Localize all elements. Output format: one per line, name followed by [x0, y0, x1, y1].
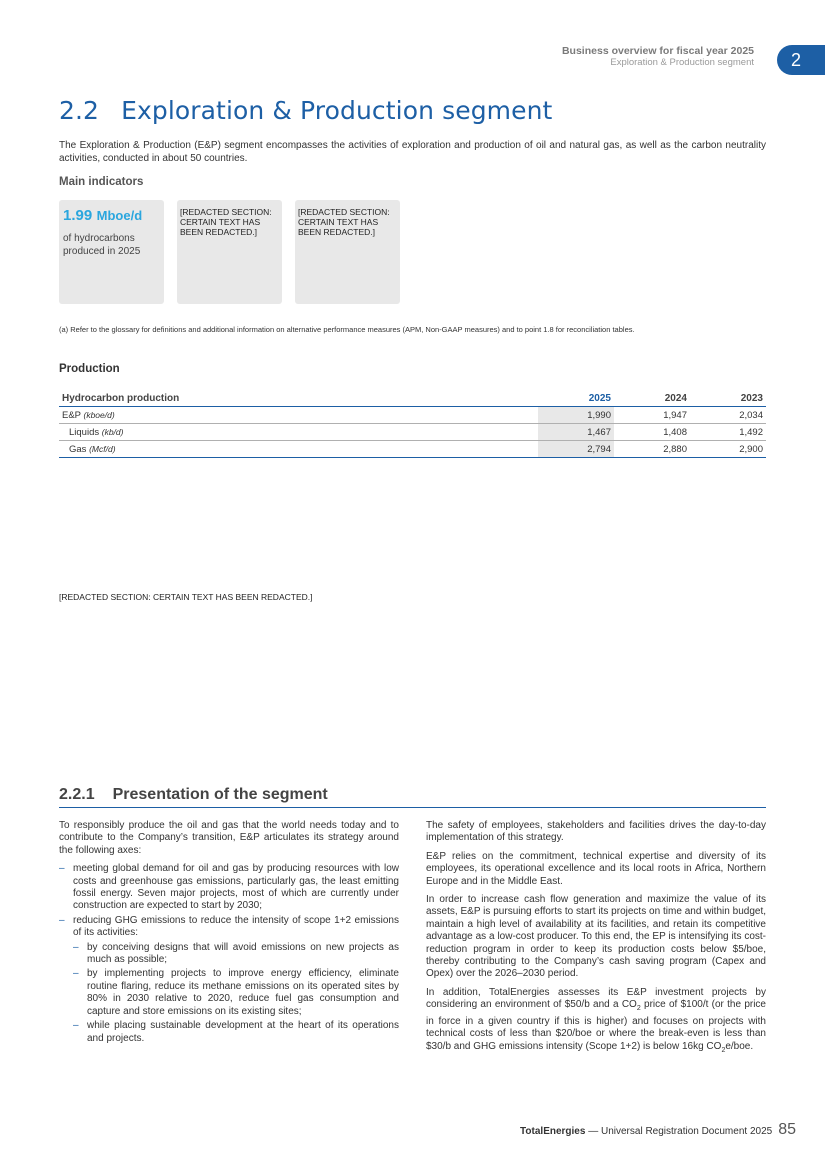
page-number: 85	[778, 1121, 796, 1138]
table-header-row	[59, 390, 766, 407]
footer-doc-title: — Universal Registration Document 2025	[585, 1126, 773, 1137]
cell-2025: 1,467	[538, 424, 614, 441]
left-paragraph: To responsibly produce the oil and gas that the world needs today and to contribute to the Company’s transition, E&P articulates its strategy around the following axes:	[59, 820, 399, 856]
section-title: Exploration & Production segment	[121, 96, 553, 125]
table-row	[59, 441, 766, 458]
indicators-heading: Main indicators	[59, 176, 144, 188]
production-heading: Production	[59, 363, 120, 375]
redacted-1-line-a: [REDACTED SECTION:	[180, 207, 272, 217]
strategy-list	[59, 863, 399, 1045]
row-label-text: Gas	[69, 443, 87, 455]
co2-subscript: 2	[636, 1005, 641, 1013]
cell-2023: 2,034	[690, 407, 766, 424]
footnote: (a) Refer to the glossary for definitions and additional information on alternative performance measures (APM, Non-GAAP measures) and to point 1.8 for reconciliation tables.	[59, 325, 635, 334]
cell-2024: 2,880	[614, 441, 690, 458]
co2-subscript: 2	[721, 1046, 726, 1054]
row-unit: (kboe/d)	[83, 409, 115, 420]
p4-part-a: In addition, TotalEnergies assesses its E&P investment projects by considering an environment of $50/b and a CO	[426, 986, 766, 1011]
row-unit: (Mcf/d)	[89, 443, 116, 454]
kpi-description	[63, 232, 140, 258]
cell-2025: 1,990	[538, 407, 614, 424]
section-intro: The Exploration & Production (E&P) segment encompasses the activities of exploration and production of oil and natural gas, as well as the carbon neutrality activities, conducted in about 50 countries.	[59, 140, 766, 164]
right-paragraph-3: In order to increase cash flow generation and maximize the value of its assets, E&P is pursuing efforts to start its projects on time and within budget, maintain a high level of availability at its facilities, and retain its competitive advantage as a low-cost producer. To this end, the EP is intensifying its cost-reduction program in order to keep its production costs below $5/boe, thereby contributing to the Company’s cash saving program (Capex and Opex) over the 2026–2030 period.	[426, 894, 766, 980]
section-number: 2.2	[59, 96, 100, 125]
redacted-section-mid: [REDACTED SECTION: CERTAIN TEXT HAS BEEN REDACTED.]	[59, 592, 313, 602]
redacted-text-1	[180, 207, 272, 237]
right-paragraph-4	[426, 987, 766, 1057]
table-header-2025: 2025	[538, 390, 614, 407]
redacted-1-line-c: BEEN REDACTED.]	[180, 227, 257, 237]
right-column	[426, 820, 766, 1063]
subsection-number: 2.2.1	[59, 786, 95, 803]
cell-2023: 1,492	[690, 424, 766, 441]
header-section-title: Exploration & Production segment	[610, 57, 754, 68]
footer	[520, 1121, 796, 1139]
redacted-2-line-a: [REDACTED SECTION:	[298, 207, 390, 217]
left-column	[59, 820, 399, 1047]
sub-list-item: – by conceiving designs that will avoid emissions on new projects as much as possible;	[73, 942, 399, 967]
redacted-1-line-b: CERTAIN TEXT HAS	[180, 217, 261, 227]
row-label	[59, 441, 538, 458]
row-label-text: Liquids	[69, 426, 100, 438]
table-header-label: Hydrocarbon production	[59, 390, 538, 407]
redacted-card-1	[177, 200, 282, 304]
row-unit: (kb/d)	[101, 426, 124, 437]
row-label	[59, 407, 538, 424]
chapter-tab: 2	[777, 45, 825, 75]
table-row	[59, 424, 766, 441]
sub-list-item: – while placing sustainable development at the heart of its operations and projects.	[73, 1020, 399, 1045]
kpi-desc-line-1: of hydrocarbons	[63, 233, 135, 244]
redacted-2-line-c: BEEN REDACTED.]	[298, 227, 375, 237]
list-item-text: reducing GHG emissions to reduce the intensity of scope 1+2 emissions of its activities:	[73, 914, 399, 939]
cell-2025: 2,794	[538, 441, 614, 458]
p4-part-c: e/boe.	[725, 1040, 754, 1052]
right-paragraph-1: The safety of employees, stakeholders and facilities drives the day-to-day implementation of this strategy.	[426, 820, 766, 844]
cell-2023: 2,900	[690, 441, 766, 458]
subsection-title: Presentation of the segment	[112, 786, 328, 803]
subsection-heading	[59, 786, 766, 808]
section-heading	[59, 96, 552, 125]
kpi-desc-line-2: produced in 2025	[63, 246, 141, 257]
redacted-2-line-b: CERTAIN TEXT HAS	[298, 217, 379, 227]
list-item: – meeting global demand for oil and gas by producing resources with low costs and greenhouse gas emissions, particularly gas, the least emitting fossil energy. Seven major projects, most of which are currently under construction are expected to start by 2030;	[59, 863, 399, 913]
kpi-value: 1.99	[63, 207, 93, 224]
header-chapter-title: Business overview for fiscal year 2025	[561, 45, 754, 57]
production-table	[59, 390, 766, 458]
redacted-card-2	[295, 200, 400, 304]
table-row	[59, 407, 766, 424]
redacted-text-2	[298, 207, 390, 237]
kpi-unit: Mboe/d	[96, 208, 143, 223]
sub-list	[73, 942, 399, 1045]
cell-2024: 1,408	[614, 424, 690, 441]
kpi-value-line	[63, 207, 142, 225]
cell-2024: 1,947	[614, 407, 690, 424]
row-label	[59, 424, 538, 441]
kpi-card	[59, 200, 164, 304]
sub-list-item: – by implementing projects to improve energy efficiency, eliminate routine flaring, reduce its methane emissions on its operated sites by 80% in 2030 relative to 2020, reduce fuel gas consumption and capture and store emissions on its existing sites;	[73, 968, 399, 1018]
row-label-text: E&P	[62, 409, 81, 421]
table-header-2024: 2024	[614, 390, 690, 407]
table-header-2023: 2023	[690, 390, 766, 407]
right-paragraph-2: E&P relies on the commitment, technical expertise and diversity of its employees, its operational excellence and its local roots in Africa, Northern Europe and in the Middle East.	[426, 850, 766, 887]
footer-brand: TotalEnergies	[520, 1126, 586, 1137]
p4-part-b: price of $100/t (or the price in force in a given country if this is higher) and focuses on projects with technical costs of less than $20/boe or where the break-even is less than $30/b and GHG emissions intensity (Scope 1+2) is below 16kg CO	[426, 999, 766, 1052]
list-item	[59, 915, 399, 1045]
